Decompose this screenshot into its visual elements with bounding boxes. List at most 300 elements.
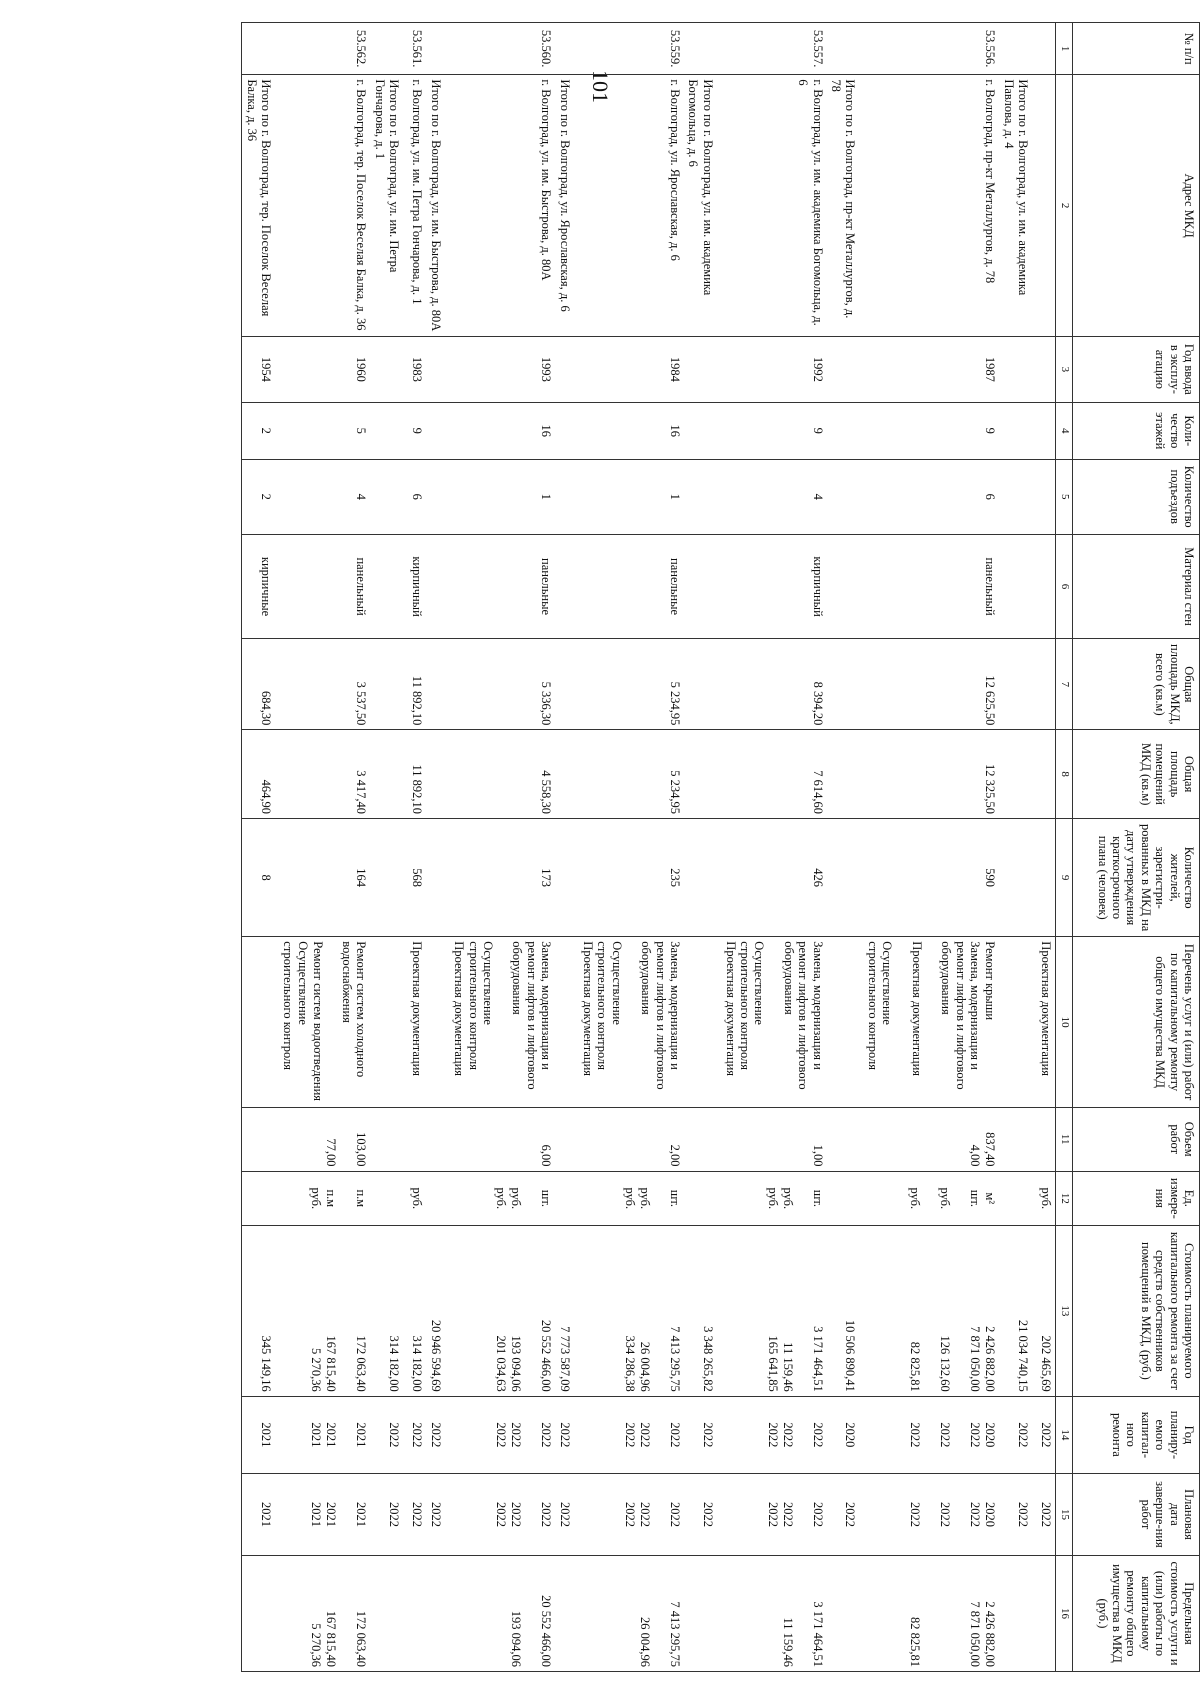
works-list-item	[767, 941, 782, 1103]
entrances-cell: 4	[721, 459, 827, 534]
cost-item: 3 171 464,51	[810, 1326, 825, 1392]
work-volume-item	[493, 1112, 508, 1167]
work-volume-item	[557, 1112, 572, 1167]
column-number-row	[1056, 23, 1073, 1672]
cost-cell	[863, 1226, 999, 1397]
unit-item: шт.	[968, 1189, 983, 1207]
year-built-cell	[1036, 336, 1056, 402]
end-date-item: 2022	[765, 1501, 780, 1527]
planned-year-item: 2022	[668, 1422, 682, 1448]
work-volume-cell	[371, 1107, 408, 1171]
planned-year-item: 2022	[780, 1422, 795, 1448]
rooms-area-cell: 464,90	[242, 730, 279, 819]
year-built-cell: 1984	[578, 336, 684, 402]
column-header-12: Ед. измере-ния	[1073, 1171, 1200, 1226]
work-volume-item	[409, 1112, 424, 1167]
works-list-item	[624, 941, 639, 1103]
wall-material-cell: кирпичные	[242, 534, 279, 639]
entrances-cell	[684, 459, 721, 534]
end-date-item: 2021	[309, 1501, 324, 1527]
cost-cell	[449, 1226, 555, 1397]
unit-item: руб.	[494, 1187, 509, 1210]
address-cell: г. Волгоград, ул. им. академика Богомольца, д. 6	[721, 75, 827, 337]
address-cell	[1036, 75, 1056, 337]
address-cell: Итого по г. Волгоград, ул. Ярославская, д. 6	[555, 75, 578, 337]
end-date-cell	[426, 1474, 449, 1556]
address-cell: г. Волгоград, ул. им. Петра Гончарова, д. 1	[407, 75, 426, 337]
limit-cost-item	[652, 1560, 667, 1667]
address-cell: Итого по г. Волгоград, пр-кт Металлургов, д. 78	[827, 75, 864, 337]
end-date-item: 2022	[558, 1501, 573, 1527]
address-cell: Итого по г. Волгоград, ул. им. Быстрова, д. 80А	[426, 75, 449, 337]
rooms-area-cell: 3 417,40	[279, 730, 371, 819]
end-date-item: 2022	[494, 1501, 509, 1527]
works-list-item: Замена, модернизация и ремонт лифтов и лифтового оборудования	[939, 941, 983, 1090]
entrances-cell	[371, 459, 408, 534]
planned-year-item: 2022	[938, 1422, 953, 1448]
end-date-cell	[721, 1474, 827, 1556]
works-list-item	[1015, 941, 1030, 1103]
unit-cell	[684, 1171, 721, 1226]
unit-cell	[863, 1171, 999, 1226]
works-list-cell	[242, 937, 279, 1108]
year-built-cell	[371, 336, 408, 402]
limit-cost-item: 167 815,40	[324, 1610, 339, 1667]
cost-item: 11 159,46	[780, 1342, 795, 1392]
work-volume-cell	[578, 1107, 684, 1171]
limit-cost-item: 11 159,46	[780, 1617, 795, 1667]
limit-cost-item	[523, 1560, 538, 1667]
limit-cost-item: 82 825,81	[908, 1617, 923, 1667]
total-area-cell: 11 892,10	[407, 639, 426, 730]
row-number-cell	[426, 23, 449, 75]
total-area-cell: 5 336,30	[449, 639, 555, 730]
planned-year-cell	[721, 1396, 827, 1473]
unit-cell	[426, 1171, 449, 1226]
cost-cell	[407, 1226, 426, 1397]
unit-cell	[827, 1171, 864, 1226]
year-built-cell	[684, 336, 721, 402]
unit-item: руб.	[1039, 1187, 1053, 1210]
unit-item: руб.	[638, 1187, 652, 1210]
works-list-item: Осуществление строительного контроля	[865, 941, 895, 1071]
floors-cell: 5	[279, 402, 371, 459]
end-date-item: 2022	[1039, 1501, 1053, 1527]
residents-cell	[426, 819, 449, 937]
column-number-2: 2	[1056, 75, 1073, 337]
residents-cell	[371, 819, 408, 937]
limit-cost-item	[409, 1560, 424, 1667]
planned-year-item: 2022	[1016, 1422, 1030, 1448]
unit-item: руб.	[780, 1187, 795, 1210]
limit-cost-cell	[684, 1555, 721, 1671]
year-built-cell: 1960	[279, 336, 371, 402]
planned-year-item: 2022	[908, 1422, 923, 1448]
cost-item: 7 871 050,00	[968, 1326, 983, 1392]
end-date-item	[652, 1478, 667, 1551]
wall-material-cell	[999, 534, 1036, 639]
column-number-7: 7	[1056, 639, 1073, 730]
column-header-16: Предельная стоимость услуги и (или) работы по капитальному ремонту общего имущества в МКД (руб.)	[1073, 1555, 1200, 1671]
work-volume-item	[386, 1112, 401, 1167]
works-list-item: Ремонт систем водоотведения	[310, 941, 325, 1102]
cost-cell	[426, 1226, 449, 1397]
address-cell: Итого по г. Волгоград, ул. им. академика Богомольца, д. 6	[684, 75, 721, 337]
planned-year-item	[339, 1401, 354, 1469]
end-date-item: 2022	[638, 1501, 652, 1527]
total-area-cell	[684, 639, 721, 730]
unit-cell	[721, 1171, 827, 1226]
column-header-5: Количество подъездов	[1073, 459, 1200, 534]
planned-year-item: 2020	[843, 1422, 858, 1448]
residents-cell	[684, 819, 721, 937]
cost-item: 3 348 265,82	[700, 1326, 715, 1392]
unit-item: руб.	[309, 1187, 324, 1210]
total-row	[371, 23, 408, 1672]
limit-cost-cell	[555, 1555, 578, 1671]
row-number-cell	[684, 23, 721, 75]
end-date-item: 2022	[843, 1501, 858, 1527]
unit-cell	[1036, 1171, 1056, 1226]
cost-item: 26 004,96	[638, 1341, 652, 1392]
works-list-item: Проектная документация	[581, 941, 596, 1077]
column-header-2: Адрес МКД	[1073, 75, 1200, 337]
floors-cell: 9	[863, 402, 999, 459]
residents-cell: 568	[407, 819, 426, 937]
works-list-item: Проектная документация	[910, 941, 925, 1077]
residents-cell: 8	[242, 819, 279, 937]
end-date-item: 2022	[539, 1501, 554, 1527]
works-list-cell	[371, 937, 408, 1108]
column-header-11: Объем работ	[1073, 1107, 1200, 1171]
limit-cost-item	[493, 1560, 508, 1667]
work-volume-item: 6,00	[539, 1144, 554, 1167]
entrances-cell	[999, 459, 1036, 534]
total-row	[999, 23, 1036, 1672]
end-date-item: 2022	[509, 1501, 524, 1527]
end-date-cell	[555, 1474, 578, 1556]
unit-item: шт.	[539, 1189, 554, 1207]
limit-cost-item: 172 063,40	[354, 1610, 369, 1667]
works-list-item	[325, 941, 340, 1103]
column-header-3: Год ввода в эксплу-атацию	[1073, 336, 1200, 402]
total-row	[242, 23, 279, 1672]
floors-cell: 16	[578, 402, 684, 459]
unit-item: шт.	[810, 1189, 825, 1207]
wall-material-cell: панельные	[449, 534, 555, 639]
column-number-12: 12	[1056, 1171, 1073, 1226]
cost-item	[952, 1230, 967, 1392]
end-date-item: 2022	[1016, 1501, 1030, 1527]
column-number-4: 4	[1056, 402, 1073, 459]
row-number-cell: 53.562.	[279, 23, 371, 75]
planned-year-item: 2022	[410, 1422, 425, 1448]
residents-cell: 173	[449, 819, 555, 937]
floors-cell	[555, 402, 578, 459]
end-date-item: 2022	[810, 1501, 825, 1527]
residents-cell	[1036, 819, 1056, 937]
floors-cell	[1036, 402, 1056, 459]
cost-item	[652, 1230, 667, 1392]
works-list-cell	[407, 937, 426, 1108]
unit-item: руб.	[765, 1187, 780, 1210]
works-list-cell	[279, 937, 371, 1108]
works-list-item: Проектная документация	[1039, 941, 1053, 1077]
limit-cost-cell	[827, 1555, 864, 1671]
limit-cost-item	[795, 1560, 810, 1667]
planned-year-cell	[407, 1396, 426, 1473]
works-list-item: Замена, модернизация и ремонт лифтов и лифтового оборудования	[639, 941, 682, 1090]
total-area-cell: 684,30	[242, 639, 279, 730]
limit-cost-item	[1015, 1560, 1030, 1667]
cost-item: 314 182,00	[410, 1335, 425, 1392]
column-header-10: Перечень услуг и (или) работ по капитальному ремонту общего имущества МКД	[1073, 937, 1200, 1108]
row-number-cell	[827, 23, 864, 75]
cost-item: 20 946 594,69	[429, 1319, 444, 1392]
work-volume-item	[508, 1112, 523, 1167]
rooms-area-cell	[1036, 730, 1056, 819]
planned-year-item: 2021	[259, 1422, 273, 1448]
end-date-cell	[371, 1474, 408, 1556]
end-date-cell	[449, 1474, 555, 1556]
total-area-cell	[555, 639, 578, 730]
rooms-area-cell	[555, 730, 578, 819]
wall-material-cell	[426, 534, 449, 639]
work-volume-cell	[721, 1107, 827, 1171]
end-date-cell	[999, 1474, 1036, 1556]
cost-cell	[1036, 1226, 1056, 1397]
rooms-area-cell	[426, 730, 449, 819]
work-volume-item	[700, 1112, 715, 1167]
works-list-cell	[426, 937, 449, 1108]
works-list-item: Проектная документация	[410, 941, 425, 1077]
column-header-13: Стоимость планируемого капитального ремонта за счет средств собственников помещений в МКД, (руб.)	[1073, 1226, 1200, 1397]
end-date-item	[339, 1478, 354, 1551]
row-number-cell	[999, 23, 1036, 75]
end-date-item: 2022	[780, 1501, 795, 1527]
planned-year-cell	[279, 1396, 371, 1473]
work-volume-cell	[684, 1107, 721, 1171]
end-date-item: 2022	[968, 1501, 983, 1527]
works-list-cell	[449, 937, 555, 1108]
column-number-16: 16	[1056, 1555, 1073, 1671]
address-cell: г. Волгоград, ул. им. Быстрова, д. 80А	[449, 75, 555, 337]
rooms-area-cell: 11 892,10	[407, 730, 426, 819]
end-date-item: 2020	[983, 1501, 998, 1527]
cost-item: 82 825,81	[908, 1341, 923, 1392]
unit-item	[557, 1176, 572, 1222]
works-list-cell	[684, 937, 721, 1108]
limit-cost-cell	[407, 1555, 426, 1671]
year-built-cell	[555, 336, 578, 402]
unit-item	[523, 1176, 538, 1222]
end-date-item: 2021	[354, 1501, 369, 1527]
table-body	[242, 23, 1056, 1672]
row-number-cell	[371, 23, 408, 75]
row-number-cell: 53.560.	[449, 23, 555, 75]
limit-cost-cell	[721, 1555, 827, 1671]
wall-material-cell	[371, 534, 408, 639]
total-area-cell	[1036, 639, 1056, 730]
end-date-item: 2022	[938, 1501, 953, 1527]
rooms-area-cell: 7 614,60	[721, 730, 827, 819]
cost-cell	[827, 1226, 864, 1397]
work-volume-item	[780, 1112, 795, 1167]
planned-year-item: 2022	[509, 1422, 524, 1448]
work-volume-cell	[242, 1107, 279, 1171]
floors-cell	[684, 402, 721, 459]
limit-cost-item	[952, 1560, 967, 1667]
limit-cost-item	[557, 1560, 572, 1667]
planned-year-cell	[863, 1396, 999, 1473]
planned-year-item: 2022	[968, 1422, 983, 1448]
rooms-area-cell: 4 558,30	[449, 730, 555, 819]
work-volume-item: 1,00	[810, 1144, 825, 1167]
year-built-cell: 1954	[242, 336, 279, 402]
cost-item: 5 270,36	[309, 1347, 324, 1392]
cost-cell	[999, 1226, 1036, 1397]
limit-cost-item	[258, 1560, 273, 1667]
row-number-cell: 53.559.	[578, 23, 684, 75]
floors-cell: 2	[242, 402, 279, 459]
work-volume-item	[652, 1112, 667, 1167]
entrances-cell	[1036, 459, 1056, 534]
end-date-item: 2022	[668, 1501, 682, 1527]
address-cell: г. Волгоград, ул. Ярославская, д. 6	[578, 75, 684, 337]
work-volume-item	[842, 1112, 857, 1167]
works-list-cell	[863, 937, 999, 1108]
row-number-cell: 53.557.	[721, 23, 827, 75]
planned-year-item: 2021	[309, 1422, 324, 1448]
unit-cell	[242, 1171, 279, 1226]
unit-item	[386, 1176, 401, 1222]
planned-year-item	[952, 1401, 967, 1469]
year-built-cell	[827, 336, 864, 402]
residents-cell	[555, 819, 578, 937]
limit-cost-cell	[371, 1555, 408, 1671]
cost-item: 20 552 466,00	[539, 1319, 554, 1392]
unit-item: руб.	[938, 1187, 953, 1210]
rooms-area-cell: 5 234,95	[578, 730, 684, 819]
cost-cell	[279, 1226, 371, 1397]
address-cell: г. Волгоград, тер. Поселок Веселая Балка, д. 36	[279, 75, 371, 337]
cost-item	[795, 1230, 810, 1392]
end-date-item: 2022	[700, 1501, 715, 1527]
planned-year-item: 2022	[1039, 1422, 1053, 1448]
limit-cost-item	[922, 1560, 937, 1667]
works-list-item: Осуществление строительного контроля	[466, 941, 495, 1071]
end-date-item	[952, 1478, 967, 1551]
entrances-cell	[426, 459, 449, 534]
row-number-cell	[555, 23, 578, 75]
total-area-cell	[371, 639, 408, 730]
planned-year-item: 2021	[354, 1422, 369, 1448]
total-row	[827, 23, 864, 1672]
cost-item: 2 426 882,00	[983, 1326, 998, 1392]
cost-item: 345 149,16	[259, 1335, 273, 1392]
unit-cell	[371, 1171, 408, 1226]
work-volume-item	[952, 1112, 967, 1167]
total-row	[426, 23, 449, 1672]
column-header-1: № п/п	[1073, 23, 1200, 75]
limit-cost-item: 7 871 050,00	[968, 1601, 983, 1667]
works-list-item	[258, 941, 273, 1103]
unit-item: п.м	[324, 1189, 339, 1208]
end-date-item	[523, 1478, 538, 1551]
works-list-cell	[578, 937, 684, 1108]
wall-material-cell: кирпичный	[407, 534, 426, 639]
unit-item	[700, 1176, 715, 1222]
column-header-6: Материал стен	[1073, 534, 1200, 639]
work-volume-item	[258, 1112, 273, 1167]
cost-item: 10 506 890,41	[843, 1319, 858, 1392]
wall-material-cell	[827, 534, 864, 639]
works-list-item	[842, 941, 857, 1103]
cost-item: 167 815,40	[324, 1335, 339, 1392]
planned-year-cell	[555, 1396, 578, 1473]
limit-cost-item: 26 004,96	[638, 1617, 652, 1667]
column-header-4: Коли-чество этажей	[1073, 402, 1200, 459]
limit-cost-item: 2 426 882,00	[983, 1601, 998, 1667]
floors-cell	[371, 402, 408, 459]
end-date-item: 2022	[410, 1501, 425, 1527]
total-area-cell	[827, 639, 864, 730]
works-list-cell	[1036, 937, 1056, 1108]
year-built-cell	[999, 336, 1036, 402]
limit-cost-item: 3 171 464,51	[810, 1601, 825, 1667]
end-date-cell	[863, 1474, 999, 1556]
work-volume-item: 2,00	[668, 1144, 682, 1167]
end-date-cell	[407, 1474, 426, 1556]
total-row	[684, 23, 721, 1672]
planned-year-cell	[449, 1396, 555, 1473]
planned-year-cell	[242, 1396, 279, 1473]
unit-cell	[999, 1171, 1036, 1226]
limit-cost-cell	[426, 1555, 449, 1671]
work-volume-item: 837,40	[983, 1132, 998, 1167]
unit-item: руб.	[623, 1187, 637, 1210]
floors-cell	[827, 402, 864, 459]
unit-item: шт.	[668, 1189, 682, 1207]
column-number-8: 8	[1056, 730, 1073, 819]
end-date-item: 2021	[259, 1501, 273, 1527]
work-volume-item	[937, 1112, 952, 1167]
row-number-cell	[1036, 23, 1056, 75]
table-row	[721, 23, 827, 1672]
works-list-item: Проектная документация	[723, 941, 738, 1077]
work-volume-cell	[827, 1107, 864, 1171]
work-volume-cell	[555, 1107, 578, 1171]
works-list-item	[428, 941, 443, 1103]
column-number-11: 11	[1056, 1107, 1073, 1171]
cost-item: 172 063,40	[354, 1335, 369, 1392]
cost-cell	[684, 1226, 721, 1397]
work-volume-item	[922, 1112, 937, 1167]
year-built-cell	[426, 336, 449, 402]
limit-cost-cell	[449, 1555, 555, 1671]
limit-cost-item: 193 094,06	[509, 1610, 524, 1667]
table-row	[578, 23, 684, 1672]
limit-cost-cell	[279, 1555, 371, 1671]
cost-item: 7 413 295,75	[668, 1326, 682, 1392]
planned-year-item: 2022	[765, 1422, 780, 1448]
work-volume-item	[1015, 1112, 1030, 1167]
address-cell: г. Волгоград, пр-кт Металлургов, д. 78	[863, 75, 999, 337]
cost-item	[922, 1230, 937, 1392]
work-volume-item	[622, 1112, 637, 1167]
column-header-7: Общая площадь МКД, всего (кв.м)	[1073, 639, 1200, 730]
floors-cell	[426, 402, 449, 459]
